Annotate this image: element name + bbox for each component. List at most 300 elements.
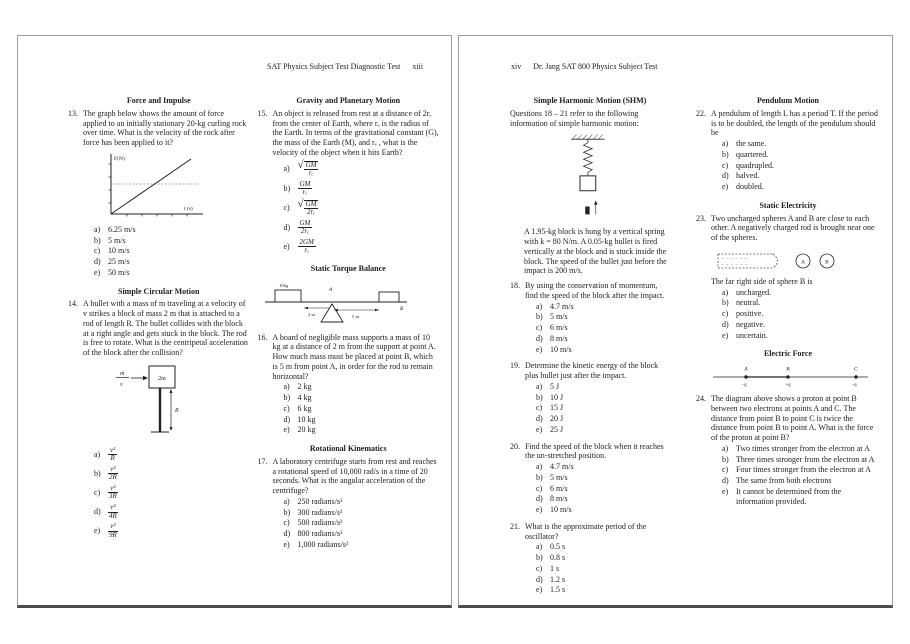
fraction: [298, 181, 313, 197]
fraction: [298, 239, 316, 255]
question-number: 20.: [510, 441, 520, 451]
question-body: [525, 361, 670, 434]
fraction-denominator: rₑ: [302, 188, 308, 197]
option-label: b): [536, 392, 543, 402]
torque-balance-diagram: [260, 277, 412, 329]
option-text: 1,000 radians/s²: [297, 539, 349, 549]
option-text: 25 m/s: [108, 257, 130, 266]
option-row: [722, 487, 880, 507]
fraction-numerator: 2GM: [299, 237, 314, 246]
option-label: c): [536, 323, 543, 332]
question-text: The far right side of sphere B is: [711, 276, 813, 286]
hanging-block: [580, 176, 596, 191]
section-heading: Static Torque Balance: [310, 263, 386, 273]
section-heading: Simple Circular Motion: [118, 286, 200, 296]
sphere-b-label: B: [825, 259, 829, 266]
question-item: [510, 442, 670, 515]
left-page-columns: [18, 87, 451, 557]
option-label: e): [283, 242, 290, 252]
option-text: 8 m/s: [550, 494, 568, 504]
option-label: e): [94, 526, 101, 536]
option-row: [536, 494, 670, 504]
fraction-denominator: 3R: [109, 492, 117, 501]
option-label: d): [722, 476, 729, 485]
option-text: 4 kg: [297, 393, 312, 403]
option-row: [94, 246, 250, 256]
right-page-column-1: [510, 87, 670, 602]
option-text: It cannot be determined from the information provided.: [736, 486, 842, 506]
question-number: 23.: [696, 213, 706, 223]
option-text: 6 m/s: [550, 323, 568, 332]
option-row: [284, 415, 440, 425]
option-label: e): [722, 182, 729, 191]
section-heading: Pendulum Motion: [756, 96, 819, 105]
point-a-label: A: [744, 366, 748, 373]
question-text: A pendulum of length L has a period T. If the period is to be doubled, the length of the pendulum should be: [711, 108, 878, 138]
option-row: [94, 485, 250, 501]
option-label: b): [283, 507, 291, 517]
question-item: [68, 299, 250, 539]
fraction: [304, 161, 319, 178]
option-text: 500 radians/s²: [297, 518, 343, 528]
option-label: a): [536, 462, 543, 471]
option-row: [722, 150, 880, 160]
charge-b-label: +q: [785, 383, 791, 388]
option-text: 0.8 s: [550, 553, 566, 562]
option-row: [284, 393, 440, 403]
option-row: [536, 542, 670, 552]
option-text: Four times stronger from the electron at A: [736, 465, 871, 475]
question-text: The graph below shows the amount of force applied to an initially stationary 20-kg curling rock over time. What is the velocity of the rock after force has been applied to it?: [83, 108, 247, 147]
question-body: [83, 109, 250, 278]
fraction-denominator: 2rₑ: [300, 227, 309, 236]
option-row: [536, 334, 670, 344]
option-row: [722, 171, 880, 181]
bullet-velocity-label: v: [120, 381, 123, 388]
option-row: [722, 455, 880, 465]
option-label: e): [94, 267, 101, 277]
option-label: e): [283, 539, 290, 549]
option-text: halved.: [736, 171, 760, 181]
question-number: 24.: [696, 394, 706, 403]
option-row: [284, 382, 440, 392]
option-row: [722, 320, 880, 330]
option-row: [536, 345, 670, 355]
option-label: a): [283, 496, 290, 506]
option-row: [94, 236, 250, 246]
fraction-numerator: v²: [110, 503, 116, 512]
option-label: c): [536, 483, 543, 493]
option-text: 50 m/s: [108, 267, 130, 277]
option-text: 5 m/s: [108, 235, 126, 245]
option-label: e): [536, 424, 543, 434]
question-body: [273, 109, 440, 255]
left-page: [17, 35, 452, 608]
figure-spring: [552, 133, 670, 224]
fraction-denominator: rₑ: [304, 246, 309, 255]
option-row: [284, 404, 440, 414]
option-text: 5 J: [550, 381, 560, 391]
right-page: [458, 35, 893, 608]
option-label: b): [283, 183, 291, 193]
option-row: [94, 447, 250, 463]
question-item: [696, 394, 880, 506]
option-label: a): [94, 224, 101, 234]
option-label: d): [536, 333, 543, 343]
option-row: [536, 382, 670, 392]
fraction: [298, 220, 313, 236]
fraction: [108, 504, 118, 520]
option-label: e): [722, 330, 729, 340]
option-label: b): [722, 149, 729, 159]
option-text: 2 kg: [297, 382, 312, 392]
question-body: [83, 299, 250, 539]
option-row: [536, 553, 670, 563]
option-label: c): [722, 465, 729, 475]
option-text: 6 m/s: [550, 483, 568, 493]
option-row: [283, 197, 440, 217]
left-page-column-1: [68, 87, 250, 557]
question-text: By using the conservation of momentum, find the speed of the block after the impact.: [525, 281, 665, 300]
section-heading: Electric Force: [763, 349, 813, 359]
option-text: 4.7 m/s: [550, 462, 574, 471]
question-text: Determine the kinetic energy of the block plus bullet just after the impact.: [525, 361, 659, 380]
spring-coil: [584, 139, 593, 176]
option-label: c): [94, 488, 101, 498]
option-row: [536, 564, 670, 574]
fraction: [108, 523, 118, 539]
option-row: [94, 523, 250, 539]
option-label: b): [536, 312, 543, 322]
right-distance-label: 5 m: [351, 313, 359, 319]
question-number: 13.: [68, 108, 78, 118]
option-label: d): [283, 222, 291, 232]
option-text: 10 J: [550, 392, 564, 402]
fraction-denominator: 2rₑ: [306, 208, 316, 217]
force-line: [111, 159, 191, 214]
option-text: 15 J: [550, 403, 564, 413]
question-number: 16.: [257, 332, 268, 342]
fraction-numerator: v²: [110, 522, 116, 531]
negative-charges-top: − − − − − −: [721, 255, 748, 261]
force-time-graph: [97, 151, 209, 223]
option-text: The same from both electrons: [736, 476, 832, 485]
option-label: c): [536, 403, 543, 413]
option-text: positive.: [736, 309, 764, 318]
question-item: [68, 109, 250, 278]
option-row: [722, 309, 880, 319]
question-body: [273, 333, 440, 436]
option-label: c): [722, 160, 729, 170]
option-row: [94, 466, 250, 482]
figure-rod23: [713, 248, 880, 274]
question-item: [510, 281, 670, 354]
question-item: [696, 214, 880, 341]
point-b-label: B: [786, 366, 790, 373]
question-text: Two uncharged spheres A and B are close to each other. A negatively charged rod is brought near one of the spheres.: [711, 213, 875, 242]
left-page-column-2: [258, 87, 440, 557]
fraction-numerator: GM: [305, 199, 317, 208]
intro-paragraph: A 1.95-kg block is hung by a vertical spring with k = 80 N/m. A 0.05-kg bullet is fired vertically at the block and is stuck inside the block. The speed of the bullet just before the impact is 200 m/s.: [524, 227, 667, 276]
option-label: d): [722, 319, 729, 329]
figure-graph13: [97, 151, 250, 223]
question-body: [273, 457, 440, 550]
option-row: [284, 239, 440, 255]
question-item: [258, 109, 440, 255]
question-item: [696, 109, 880, 192]
option-label: a): [536, 542, 543, 552]
question-text: Find the speed of the block when it reaches the un-stretched position.: [525, 441, 664, 461]
option-label: c): [283, 403, 290, 413]
question-number: 15.: [257, 108, 268, 118]
section-heading: Force and Impulse: [126, 96, 191, 105]
option-text: 4.7 m/s: [550, 301, 574, 311]
point-c-dot: [854, 375, 857, 378]
option-row: [536, 302, 670, 312]
option-text: 10 m/s: [550, 344, 572, 354]
y-axis-label: F(N): [114, 155, 125, 162]
option-row: [722, 139, 880, 149]
option-row: [536, 585, 670, 595]
question-number: 14.: [68, 299, 78, 309]
option-text: uncharged.: [736, 287, 772, 297]
option-text: the same.: [736, 139, 767, 148]
fraction-numerator: GM: [299, 179, 311, 188]
option-row: [536, 403, 670, 413]
option-label: e): [536, 505, 543, 514]
option-label: e): [536, 344, 543, 354]
question-number: 17.: [257, 456, 268, 466]
option-text: Two times stronger from the electron at A: [736, 443, 870, 453]
option-label: b): [722, 454, 729, 464]
option-label: b): [94, 469, 101, 479]
option-row: [536, 323, 670, 333]
point-c-label: C: [854, 366, 858, 373]
option-row: [536, 462, 670, 472]
question-text: What is the approximate period of the oscillator?: [525, 521, 647, 541]
option-row: [722, 331, 880, 341]
question-text: A bullet with a mass of m traveling at a velocity of v strikes a block of mass 2 m that is attached to a rod of length R. The bullet collides with the block at a right angle and gets stuck in the block. The rod is free to rotate. What is the centripetal acceleration of the block after the collision?: [83, 299, 248, 357]
bullet-block-rod-diagram: [101, 362, 201, 444]
option-row: [284, 425, 440, 435]
option-row: [284, 540, 440, 550]
option-label: d): [722, 171, 729, 181]
point-b-dot: [786, 375, 789, 378]
fraction-numerator: GM: [299, 218, 311, 227]
section-heading: Gravity and Planetary Motion: [296, 96, 401, 105]
fraction: [108, 485, 118, 501]
question-body: [525, 522, 670, 595]
option-label: e): [536, 585, 543, 595]
option-text: 10 m/s: [108, 246, 130, 256]
option-text: 8 m/s: [550, 333, 568, 343]
fulcrum-triangle: [321, 304, 343, 322]
option-row: [284, 181, 440, 197]
option-row: [722, 161, 880, 171]
fraction-denominator: 9R: [109, 530, 117, 539]
option-label: a): [94, 449, 101, 459]
option-label: a): [722, 139, 729, 148]
option-row: [536, 414, 670, 424]
option-text: negative.: [736, 319, 766, 329]
option-row: [536, 425, 670, 435]
option-text: 25 J: [550, 424, 564, 434]
option-row: [94, 225, 250, 235]
option-row: [94, 268, 250, 278]
question-item: [258, 333, 440, 436]
option-label: d): [94, 257, 101, 266]
figure-bullet14: [101, 362, 250, 444]
option-label: a): [722, 443, 729, 453]
option-label: a): [283, 164, 290, 174]
option-text: 1.2 s: [550, 574, 566, 584]
option-label: d): [536, 494, 543, 504]
charged-rod-spheres-diagram: [713, 248, 851, 274]
option-label: b): [536, 472, 543, 482]
option-text: quartered.: [736, 149, 769, 159]
figure-charges24: [710, 362, 880, 390]
right-point-label: B: [399, 305, 403, 312]
bullet-mass-label: m: [120, 370, 125, 377]
question-text: An object is released from rest at a distance of 2rₑ from the center of Earth, where rₑ is the radius of the Earth. In terms of the gravitational constant (G), the mass of the Earth (M), and rₑ , what is the velocity of the object when it hits Earth?: [272, 108, 439, 157]
rod-length-label: R: [175, 407, 179, 414]
option-row: [722, 444, 880, 454]
left-mass-label: 10kg: [278, 282, 288, 288]
question-text: The diagram above shows a proton at point B between two electrons at points A and C. The distance from point B to point C is twice the distance from point B to point A. What is the force of the proton at point B?: [711, 394, 874, 442]
option-text: 0.5 s: [550, 542, 566, 552]
option-row: [536, 575, 670, 585]
option-text: 5 m/s: [550, 312, 568, 322]
option-label: a): [536, 301, 543, 311]
fraction-numerator: v²: [110, 445, 116, 454]
right-mass-box: [379, 292, 399, 302]
option-row: [284, 497, 440, 507]
x-axis-label: t (s): [184, 205, 193, 212]
point-a-dot: [744, 375, 747, 378]
option-label: d): [94, 507, 101, 517]
option-text: 250 radians/s²: [297, 496, 343, 506]
question-body: [711, 214, 880, 341]
option-text: quadrupled.: [736, 160, 774, 170]
question-body: [525, 442, 670, 515]
fraction-denominator: R: [110, 454, 115, 463]
fraction-denominator: 2R: [109, 473, 117, 482]
option-label: d): [536, 574, 543, 584]
option-label: e): [722, 486, 729, 496]
option-text: 6 kg: [297, 403, 312, 413]
question-text: A laboratory centrifuge starts from rest and reaches a rotational speed of 10,000 rad/s in a time of 20 seconds. What is the angular acceleration of the centrifuge?: [272, 456, 437, 496]
three-charges-diagram: [710, 362, 872, 390]
question-body: [711, 109, 880, 192]
section-heading: Simple Harmonic Motion (SHM): [533, 96, 647, 105]
left-page-header: [18, 62, 451, 71]
bullet: [585, 207, 589, 215]
section-heading: Static Electricity: [759, 200, 817, 210]
option-row: [536, 473, 670, 483]
fraction: [108, 447, 117, 463]
option-label: c): [283, 518, 290, 528]
option-row: [284, 529, 440, 539]
option-text: 5 m/s: [550, 472, 568, 482]
option-row: [722, 465, 880, 475]
option-row: [722, 298, 880, 308]
question-item: [510, 361, 670, 434]
option-label: e): [283, 425, 290, 435]
question-item: [510, 522, 670, 595]
option-label: c): [536, 563, 543, 573]
sphere-a-label: A: [800, 259, 806, 266]
fraction-denominator: 4R: [109, 511, 117, 520]
option-label: c): [94, 246, 101, 256]
question-number: 21.: [510, 521, 520, 531]
fraction-numerator: v²: [110, 483, 116, 492]
option-text: uncertain.: [736, 330, 768, 340]
question-number: 19.: [510, 361, 520, 371]
option-label: a): [283, 382, 290, 392]
charge-a-label: −q: [741, 383, 747, 388]
option-text: 20 J: [550, 414, 564, 423]
left-distance-label: 2 m: [307, 311, 315, 317]
left-mass-box: [275, 290, 301, 302]
option-text: 10 kg: [297, 414, 316, 424]
option-label: a): [536, 381, 543, 391]
negative-charges-bottom: − − − − − −: [721, 262, 748, 268]
option-row: [283, 158, 440, 178]
option-text: 10 m/s: [550, 505, 572, 514]
option-row: [722, 288, 880, 298]
option-text: Three times stronger from the electron at A: [736, 454, 875, 464]
section-heading: Rotational Kinematics: [309, 444, 387, 454]
option-text: 1 s: [550, 563, 560, 573]
spring-block-bullet-diagram: [552, 133, 622, 224]
intro-paragraph: Questions 18 – 21 refer to the following information of simple harmonic motion:: [510, 108, 639, 128]
right-page-header: [459, 62, 892, 71]
option-row: [284, 508, 440, 518]
option-label: b): [536, 553, 543, 562]
header-title: Dr. Jang SAT 800 Physics Subject Test: [533, 62, 658, 71]
sqrt-expression: [297, 158, 319, 178]
fraction-denominator: rₑ: [308, 169, 314, 178]
option-row: [536, 505, 670, 515]
option-text: 800 radians/s²: [297, 529, 343, 539]
sqrt-expression: [297, 197, 319, 217]
question-number: 18.: [510, 281, 520, 290]
option-row: [722, 476, 880, 486]
option-text: doubled.: [736, 182, 764, 191]
page-number: xiv: [511, 62, 522, 71]
question-text: A board of negligible mass supports a mass of 10 kg at a distance of 2 m from the support at point A. How much mass must be placed at point B, which is 5 m from point A, in order for the rod to remain horizontal?: [272, 332, 436, 381]
fraction-numerator: v²: [110, 464, 116, 473]
option-label: d): [283, 414, 291, 424]
question-number: 22.: [696, 108, 706, 118]
question-body: [711, 394, 880, 506]
block-mass-label: 2m: [158, 375, 166, 382]
fraction: [304, 200, 319, 217]
option-text: 1.5 s: [550, 585, 566, 595]
option-text: 300 radians/s²: [297, 507, 343, 517]
charge-c-label: −q: [851, 383, 857, 388]
fraction-numerator: GM: [305, 160, 317, 169]
option-row: [94, 504, 250, 520]
option-row: [722, 182, 880, 192]
question-body: [525, 281, 670, 354]
option-row: [94, 257, 250, 267]
right-page-columns: [459, 87, 892, 602]
fraction: [108, 466, 118, 482]
question-item: [258, 457, 440, 550]
radical-icon: √: [297, 197, 304, 210]
right-page-column-2: [696, 87, 880, 602]
